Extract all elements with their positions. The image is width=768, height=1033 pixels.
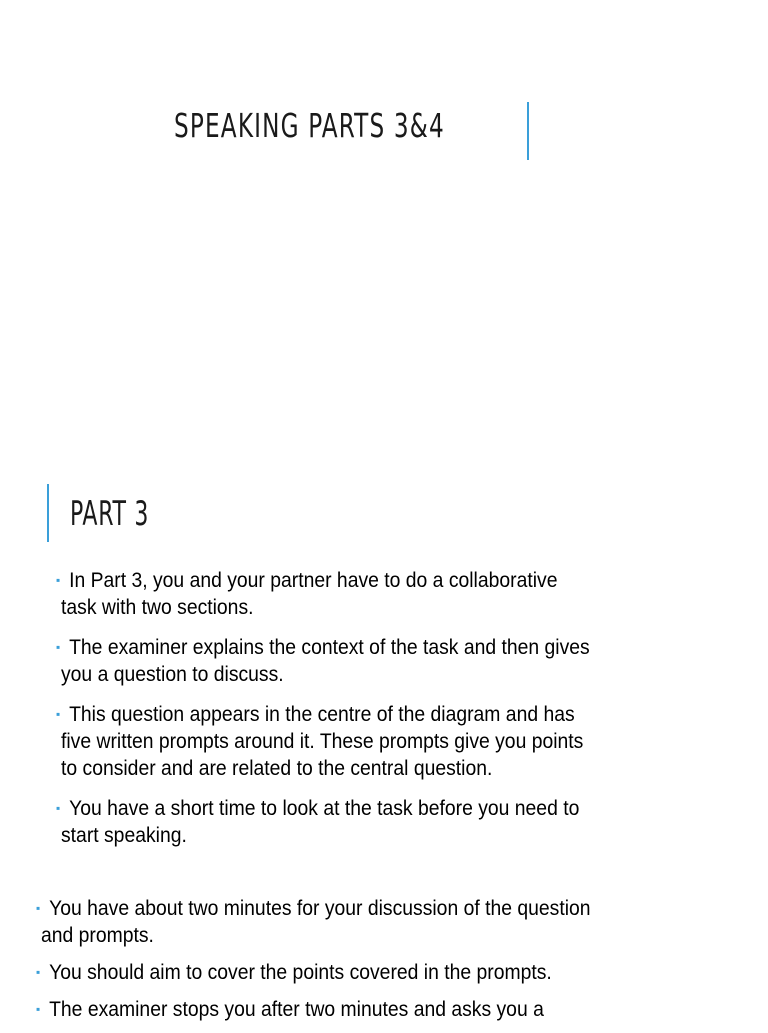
bullet-line: and prompts. (41, 923, 154, 947)
slide-3-bullet-list (36, 895, 736, 1033)
bullet-line: to consider and are related to the central question. (61, 756, 493, 780)
bullet-marker: ▪ (36, 901, 41, 915)
bullet-line: start speaking. (61, 823, 187, 847)
slide-2-bullet-list (56, 567, 736, 862)
bullet-marker: ▪ (56, 707, 61, 721)
bullet-line: you a question to discuss. (61, 662, 284, 686)
slide-1 (0, 0, 768, 460)
slide-2-title: PART 3 (70, 494, 150, 534)
bullet-marker: ▪ (56, 573, 61, 587)
bullet-line: The examiner explains the context of the task and then gives (69, 635, 590, 659)
bullet-marker: ▪ (36, 1002, 41, 1016)
bullet-marker: ▪ (36, 965, 41, 979)
bullet-line: This question appears in the centre of the diagram and has (69, 702, 575, 726)
bullet-item (56, 701, 736, 782)
bullet-marker: ▪ (56, 801, 61, 815)
bullet-line: The examiner stops you after two minutes and asks you a (49, 997, 544, 1021)
bullet-item (56, 567, 736, 621)
bullet-item (36, 895, 736, 949)
slide-1-accent-line (527, 102, 529, 160)
bullet-item (36, 959, 736, 986)
bullet-item (56, 634, 736, 688)
bullet-line: task with two sections. (61, 595, 254, 619)
bullet-line: You have a short time to look at the task before you need to (69, 796, 580, 820)
bullet-line: You have about two minutes for your discussion of the question (49, 896, 591, 920)
slide-1-title: SPEAKING PARTS 3&4 (174, 106, 445, 145)
bullet-line: five written prompts around it. These prompts give you points (61, 729, 584, 753)
bullet-marker: ▪ (56, 640, 61, 654)
bullet-item (36, 996, 736, 1023)
bullet-line: In Part 3, you and your partner have to do a collaborative (69, 568, 558, 592)
slide-2-accent-line (47, 484, 49, 542)
bullet-line: You should aim to cover the points covered in the prompts. (49, 960, 552, 984)
bullet-item (56, 795, 736, 849)
